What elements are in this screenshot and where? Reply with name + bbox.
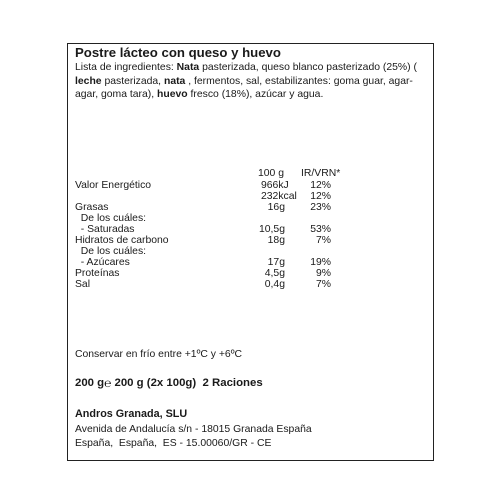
company-address-line2: España, España, ES - 15.00060/GR - CE [75,438,272,449]
company-address-line1: Avenida de Andalucía s/n - 18015 Granada España [75,424,312,435]
nutrition-row-ir: 12% [310,180,331,191]
estimated-sign-icon: ℮ [104,376,112,390]
nutrition-row-label: Grasas [75,202,109,213]
nutrition-row-label: Sal [75,279,91,290]
nutrition-row-value: 966kJ [261,180,289,191]
nutrition-row-label: - Azúcares [75,257,130,268]
nutrition-row-label: Valor Energético [75,180,152,191]
net-weight-detail: 200 g (2x 100g) 2 Raciones [111,377,263,389]
nutrition-row-label: De los cuáles: [75,246,147,257]
nutrition-row-value: 232kcal [261,191,297,202]
ingredient-text: fresco (18%), azúcar y agua. [187,89,324,101]
product-label [67,43,434,461]
nutrition-row-label: Hidratos de carbono [75,235,169,246]
ingredient-allergen: Nata [176,62,200,73]
ingredient-text: pasterizada, queso blanco pasterizado (25%) ( [199,62,417,73]
ingredients-lead: Lista de ingredientes: [75,62,177,73]
product-title: Postre lácteo con queso y huevo [75,45,281,60]
net-weight [75,375,263,389]
nutrition-row-label: - Saturadas [75,224,135,235]
nutrition-row-value: 18g [267,235,285,246]
ingredient-allergen: nata [163,75,186,87]
nutrition-row-value: 0,4g [264,279,285,290]
nutrition-row-label: De los cuáles: [75,213,147,224]
nutrition-row-ir: 23% [310,202,331,213]
ingredients-list [75,61,427,102]
nutrition-row-value: 10,5g [258,224,285,235]
nutrition-header-per: 100 g [258,168,285,179]
ingredient-allergen: huevo [157,89,188,101]
nutrition-row-label: Proteínas [75,268,120,279]
nutrition-row-ir: 53% [310,224,331,235]
company-name: Andros Granada, SLU [75,408,188,420]
storage-instructions: Conservar en frío entre +1ºC y +6ºC [75,349,242,360]
nutrition-row-value: 17g [267,257,285,268]
nutrition-header-ir: IR/VRN* [301,168,341,179]
ingredient-text: , fermentos, sal, estabilizantes: goma guar, agar-agar, goma tara), [75,75,413,101]
nutrition-row-value: 16g [267,202,285,213]
net-weight-value: 200 g [75,377,105,389]
nutrition-row-ir: 7% [315,235,331,246]
ingredient-text: pasterizada, [101,75,164,87]
nutrition-row-ir: 9% [315,268,331,279]
ingredient-allergen: leche [75,75,102,87]
nutrition-row-ir: 7% [315,279,331,290]
nutrition-row-ir: 19% [310,257,331,268]
nutrition-row-ir: 12% [310,191,331,202]
nutrition-row-value: 4,5g [264,268,285,279]
